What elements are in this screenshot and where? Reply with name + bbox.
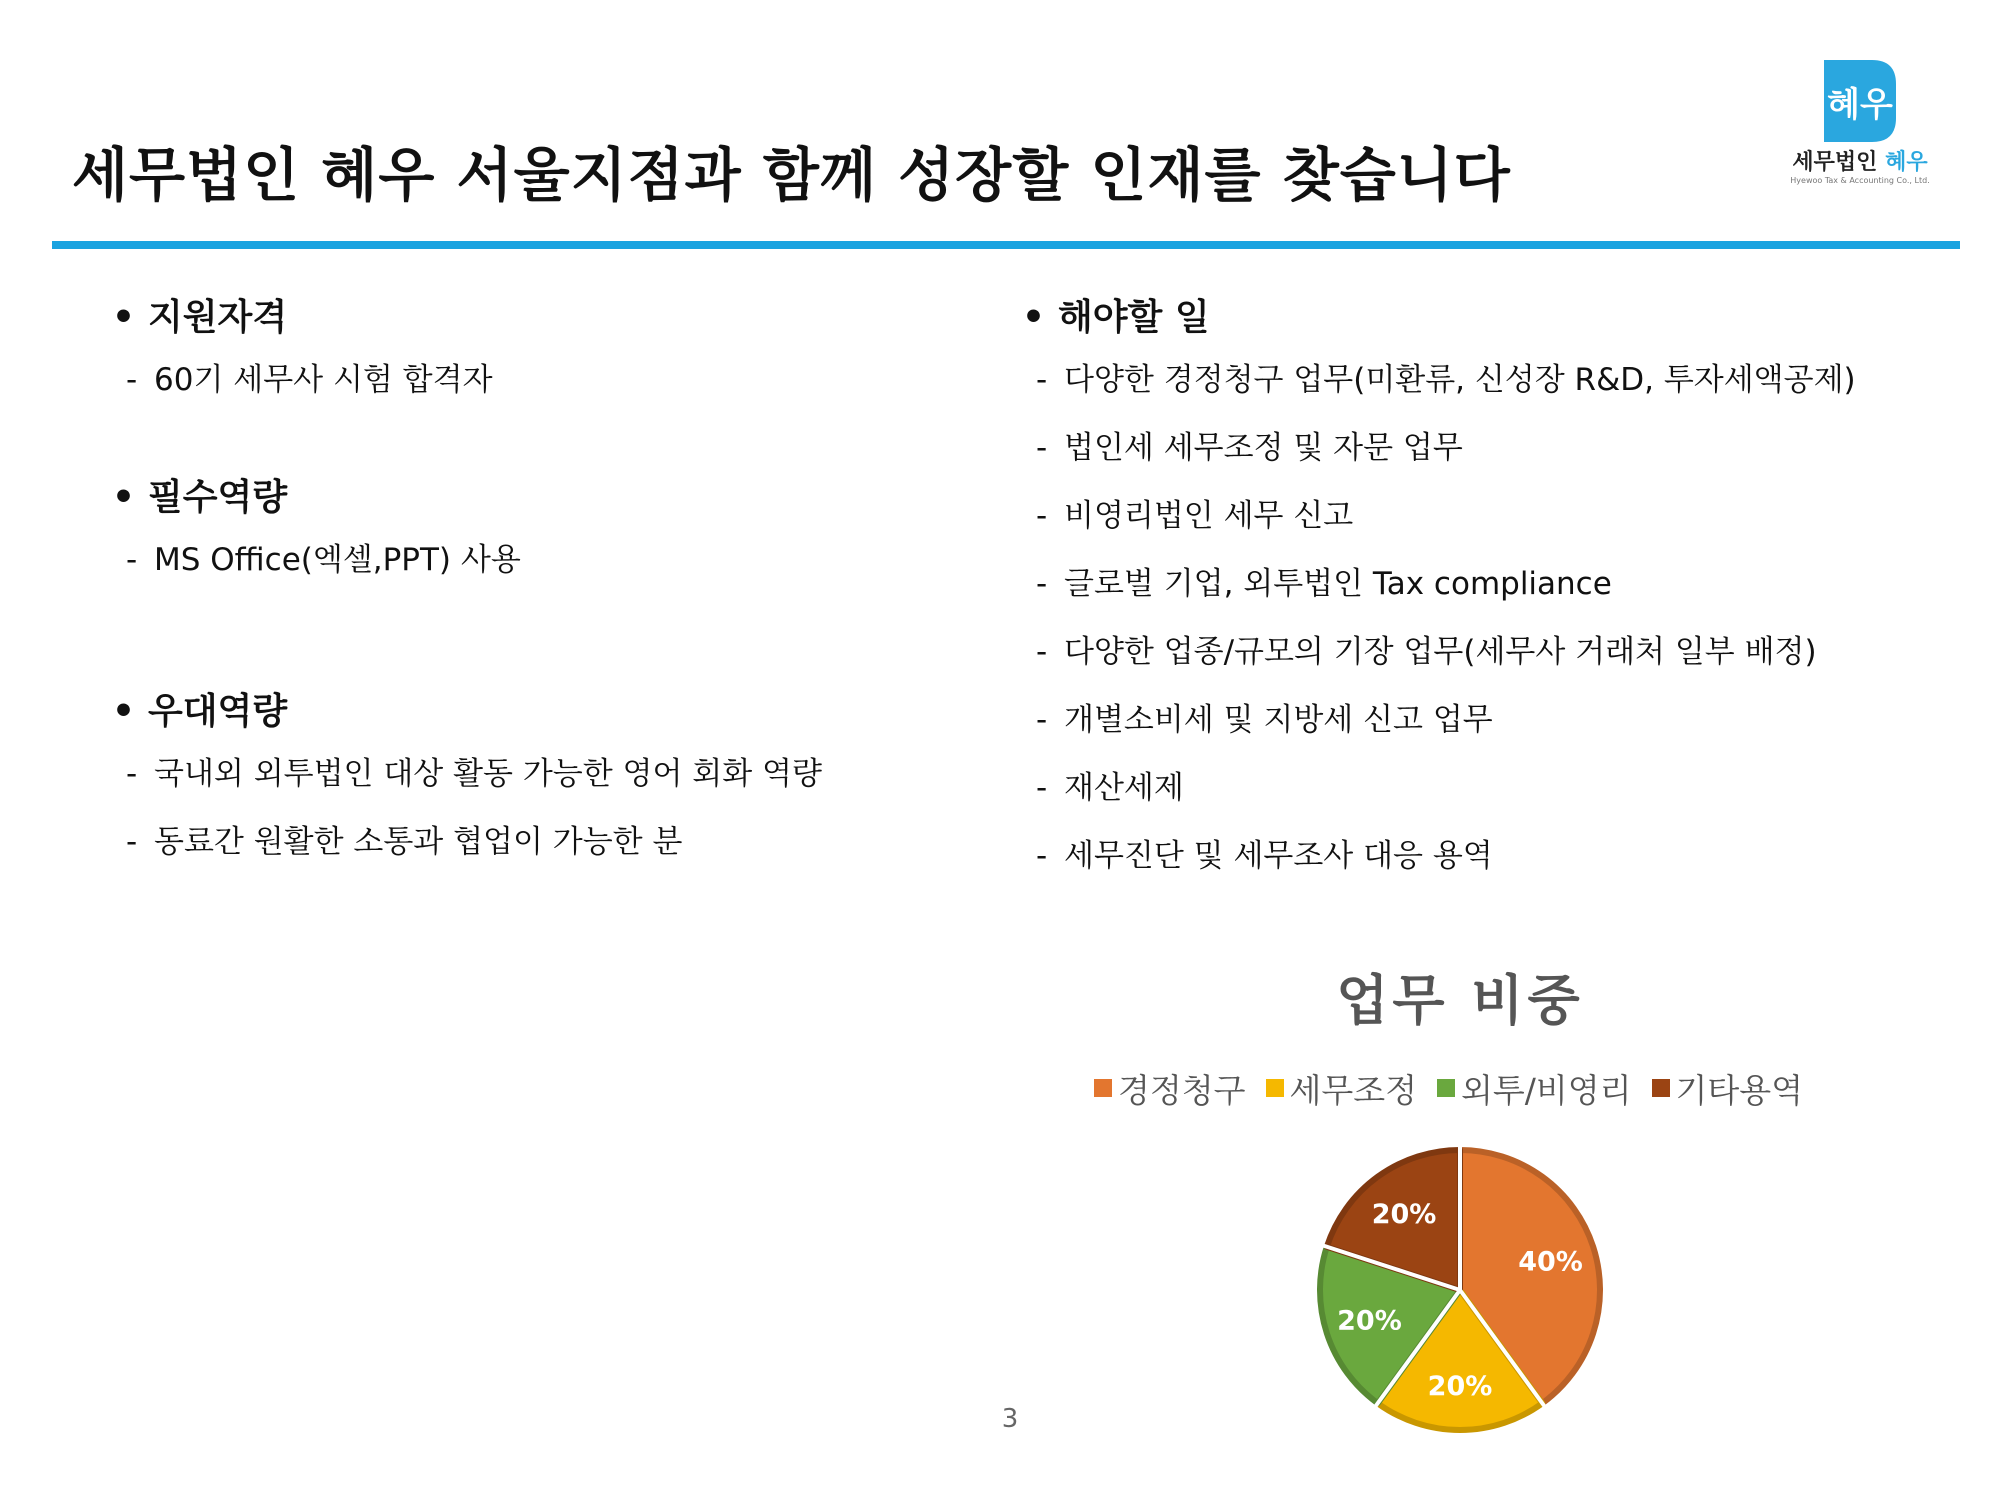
dash-icon: - <box>1036 702 1048 738</box>
legend-entry <box>1094 1065 1246 1112</box>
section-required-skills <box>112 470 972 594</box>
logo-name-plain: 세무법인 <box>1792 150 1878 175</box>
pie-data-label: 40% <box>1518 1246 1583 1278</box>
item-text: 다양한 업종/규모의 기장 업무(세무사 거래처 일부 배정) <box>1064 634 1817 670</box>
legend-entry <box>1437 1065 1632 1112</box>
item-text: 법인세 세무조정 및 자문 업무 <box>1064 430 1463 466</box>
dash-icon: - <box>1036 362 1048 398</box>
section-heading <box>1022 290 1962 346</box>
dash-icon: - <box>126 756 138 792</box>
item-text: 비영리법인 세무 신고 <box>1064 498 1354 534</box>
legend-label: 외투/비영리 <box>1461 1070 1632 1110</box>
item-text: 60기 세무사 시험 합격자 <box>154 362 493 398</box>
pie-data-label: 20% <box>1371 1198 1437 1230</box>
dash-icon: - <box>126 542 138 578</box>
list-item <box>1022 754 1962 822</box>
item-text: MS Office(엑셀,PPT) 사용 <box>154 542 521 578</box>
logo-name <box>1760 145 1960 176</box>
dash-icon: - <box>1036 634 1048 670</box>
dash-icon: - <box>1036 566 1048 602</box>
dash-icon: - <box>126 824 138 860</box>
section-preferred-skills <box>112 684 972 876</box>
item-text: 세무진단 및 세무조사 대응 용역 <box>1064 838 1493 874</box>
dash-icon: - <box>1036 838 1048 874</box>
list-item <box>1022 686 1962 754</box>
title-divider <box>52 241 1960 249</box>
legend-label: 세무조정 <box>1289 1070 1418 1110</box>
bullet-icon: • <box>112 297 136 338</box>
list-item <box>1022 822 1962 890</box>
legend-entry <box>1652 1065 1804 1112</box>
bullet-icon: • <box>112 477 136 518</box>
company-logo <box>1760 56 1960 196</box>
item-text: 글로벌 기업, 외투법인 Tax compliance <box>1064 566 1612 602</box>
list-item <box>112 346 972 414</box>
item-text: 동료간 원활한 소통과 협업이 가능한 분 <box>154 824 683 860</box>
legend-swatch <box>1094 1079 1112 1097</box>
chart-legend <box>1094 1066 1803 1110</box>
pie-data-label: 20% <box>1337 1305 1402 1337</box>
section-heading <box>112 684 972 740</box>
legend-swatch <box>1266 1079 1284 1097</box>
section-qualifications <box>112 290 972 414</box>
legend-swatch <box>1652 1079 1670 1097</box>
list-item <box>1022 414 1962 482</box>
list-item <box>112 526 972 594</box>
list-item <box>112 808 972 876</box>
bullet-icon: • <box>1022 297 1046 338</box>
dash-icon: - <box>1036 430 1048 466</box>
section-heading <box>112 290 972 346</box>
legend-swatch <box>1437 1079 1455 1097</box>
pie-chart <box>1310 1140 1610 1440</box>
right-column <box>1022 290 1962 890</box>
legend-entry <box>1266 1065 1418 1112</box>
item-text: 재산세제 <box>1064 770 1184 806</box>
page-title: 세무법인 혜우 서울지점과 함께 성장할 인재를 찾습니다 <box>72 141 1511 209</box>
heading-text: 필수역량 <box>148 477 288 518</box>
legend-label: 기타용역 <box>1675 1070 1804 1110</box>
left-column <box>112 290 972 876</box>
list-item <box>1022 550 1962 618</box>
logo-mark-icon <box>1760 56 1960 142</box>
chart-title: 업무 비중 <box>1336 969 1584 1032</box>
dash-icon: - <box>1036 498 1048 534</box>
heading-text: 우대역량 <box>148 691 288 732</box>
page-number: 3 <box>1001 1404 1019 1434</box>
heading-text: 지원자격 <box>148 297 288 338</box>
logo-mark-text: 혜우 <box>1827 85 1893 125</box>
logo-subtitle: Hyewoo Tax & Accounting Co., Ltd. <box>1790 176 1930 185</box>
dash-icon: - <box>1036 770 1048 806</box>
list-item <box>1022 346 1962 414</box>
list-item <box>112 740 972 808</box>
logo-name-accent: 혜우 <box>1885 150 1928 175</box>
item-text: 개별소비세 및 지방세 신고 업무 <box>1064 702 1493 738</box>
section-duties <box>1022 290 1962 890</box>
item-text: 국내외 외투법인 대상 활동 가능한 영어 회화 역량 <box>154 756 822 792</box>
bullet-icon: • <box>112 691 136 732</box>
list-item <box>1022 482 1962 550</box>
list-item <box>1022 618 1962 686</box>
dash-icon: - <box>126 362 138 398</box>
section-heading <box>112 470 972 526</box>
item-text: 다양한 경정청구 업무(미환류, 신성장 R&D, 투자세액공제) <box>1064 362 1856 398</box>
pie-data-label: 20% <box>1427 1371 1493 1403</box>
legend-label: 경정청구 <box>1118 1070 1246 1110</box>
heading-text: 해야할 일 <box>1058 297 1210 338</box>
